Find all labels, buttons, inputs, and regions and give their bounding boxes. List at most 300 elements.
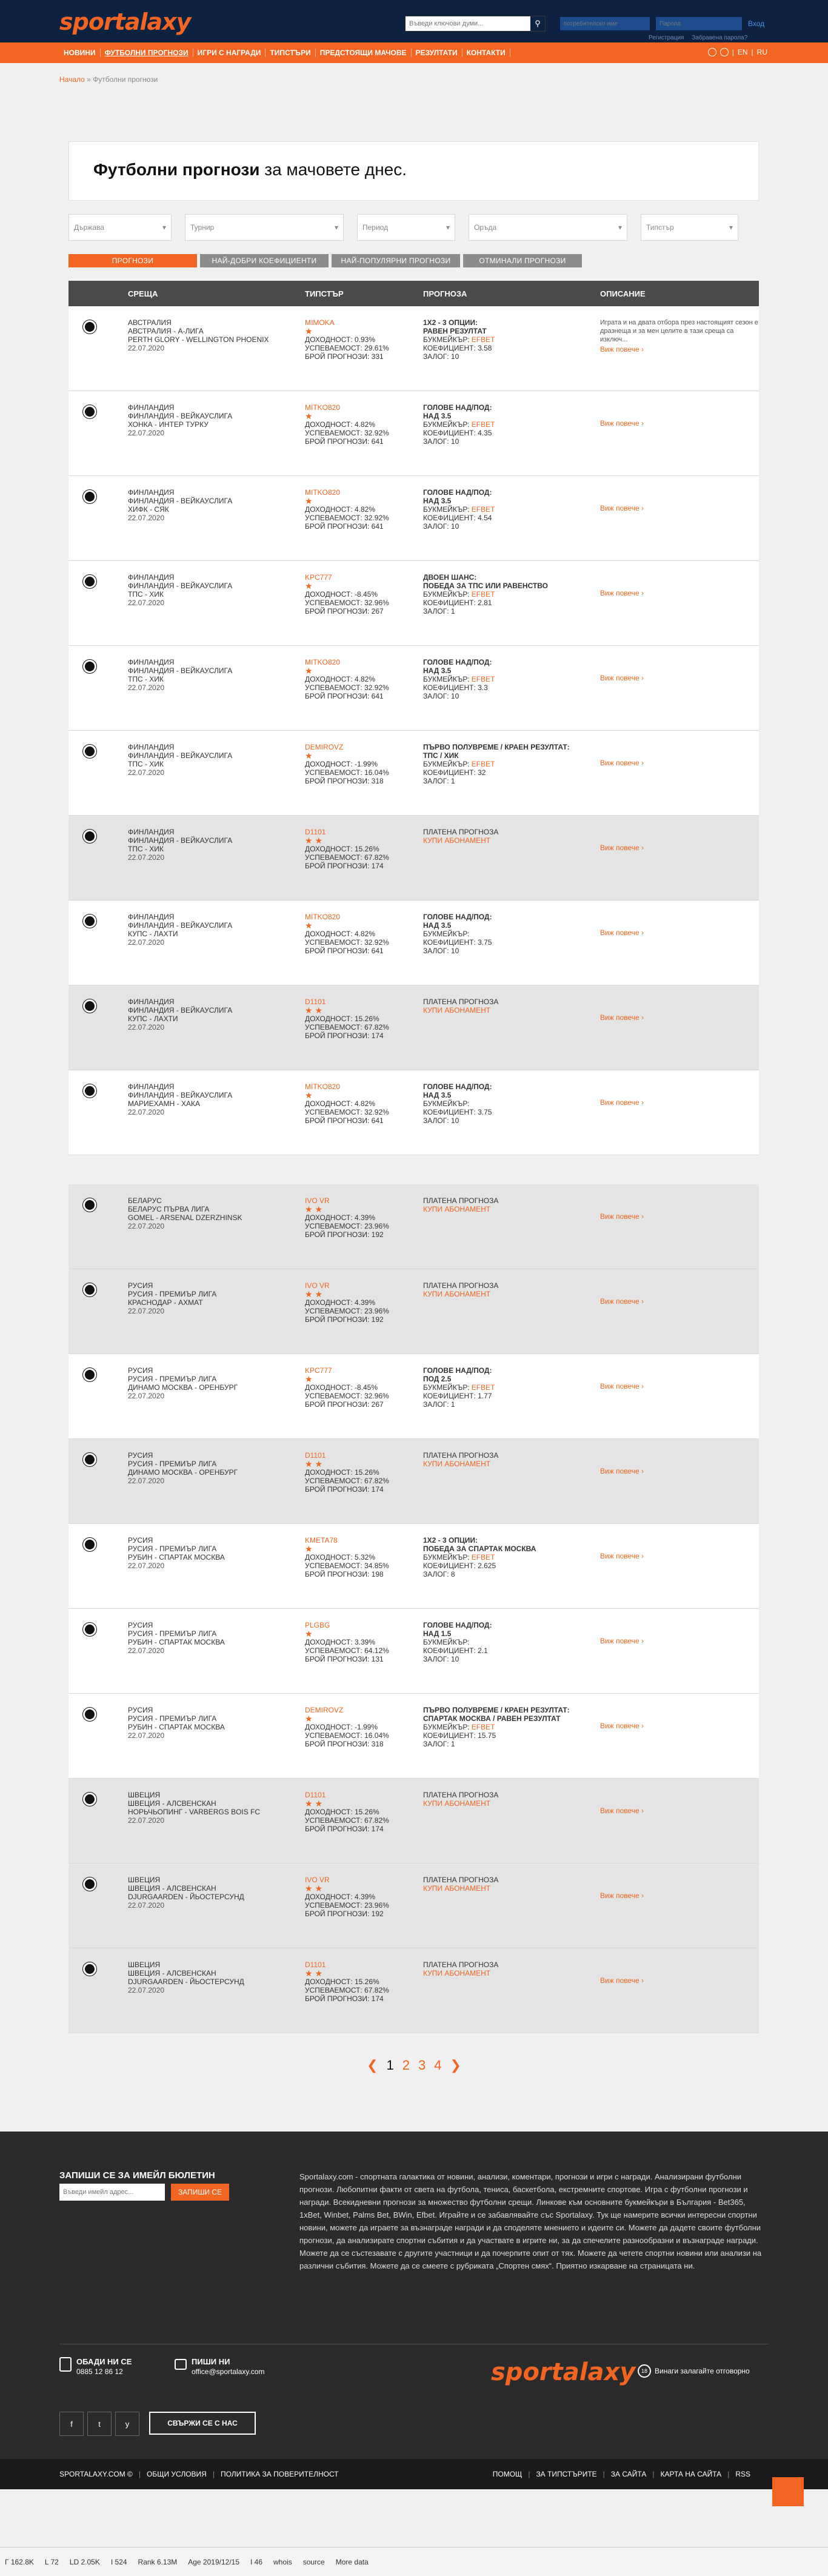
- status-item[interactable]: L 72: [44, 2557, 59, 2566]
- prediction-bookmaker: БУКМЕЙКЪР: EFBET: [423, 1723, 495, 1731]
- bet-select[interactable]: [469, 214, 627, 241]
- tipster-name[interactable]: KMETA78: [305, 1536, 338, 1545]
- row-sport-cell: [68, 646, 128, 730]
- buy-subscription-link[interactable]: КУПИ АБОНАМЕНТ: [423, 1799, 491, 1808]
- pager-page-1[interactable]: 1: [386, 2058, 394, 2073]
- buy-subscription-link[interactable]: КУПИ АБОНАМЕНТ: [423, 1884, 491, 1893]
- see-more-link[interactable]: Виж повече ›: [600, 1806, 644, 1815]
- see-more-link[interactable]: Виж повече ›: [600, 1637, 644, 1645]
- pager-page-2[interactable]: 2: [402, 2058, 410, 2073]
- footer: [0, 2132, 828, 2478]
- bookmaker-link[interactable]: EFBET: [471, 1723, 495, 1731]
- tipster-count: БРОЙ ПРОГНОЗИ: 641: [305, 1116, 384, 1125]
- tipster-success: УСПЕВАЕМОСТ: 32.96%: [305, 599, 389, 607]
- contact-us-button[interactable]: СВЪРЖИ СЕ С НАС: [149, 2412, 256, 2435]
- sitemap-link[interactable]: КАРТА НА САЙТА: [660, 2470, 722, 2478]
- match-country: АВСТРАЛИЯ: [128, 318, 172, 327]
- match-teams[interactable]: РУБИН - СПАРТАК МОСКВА: [128, 1638, 225, 1646]
- tipster-name[interactable]: MITKO820: [305, 403, 341, 412]
- tipster-name[interactable]: MITKO820: [305, 658, 341, 666]
- table-body-group-1: [68, 306, 759, 1155]
- tipster-name[interactable]: D1101: [305, 1791, 326, 1799]
- group-spacer: [68, 1155, 759, 1184]
- match-teams[interactable]: РУБИН - СПАРТАК МОСКВА: [128, 1553, 225, 1561]
- prediction-paid: ПЛАТЕНА ПРОГНОЗА: [423, 828, 499, 836]
- forgot-password-link[interactable]: Забравена парола?: [692, 35, 748, 41]
- tipster-success: УСПЕВАЕМОСТ: 32.92%: [305, 938, 389, 947]
- predictions-table: [68, 281, 759, 2033]
- match-date: 22.07.2020: [128, 1646, 165, 1655]
- match-teams[interactable]: НОРЬЧЬОПИНГ - VARBERGS BOIS FC: [128, 1808, 261, 1816]
- table-row: [68, 1184, 759, 1269]
- tipster-cell: [305, 816, 423, 900]
- status-item[interactable]: I 46: [250, 2557, 263, 2566]
- mail-icon: [175, 2359, 187, 2370]
- match-teams[interactable]: ДИНАМО МОСКВА - ОРЕНБУРГ: [128, 1468, 238, 1477]
- description-cell: [600, 476, 759, 560]
- description-cell: [600, 1269, 759, 1353]
- pager-page-3[interactable]: 3: [418, 2058, 426, 2073]
- footer-logo[interactable]: sportalaxy: [491, 2358, 636, 2386]
- match-cell: [128, 646, 305, 730]
- match-date: 22.07.2020: [128, 853, 165, 862]
- prediction-cell: [423, 391, 600, 475]
- auth-links: [649, 35, 753, 41]
- description-cell: [600, 985, 759, 1070]
- tipster-cell: [305, 1184, 423, 1269]
- tipster-success: УСПЕВАЕМОСТ: 32.92%: [305, 683, 389, 692]
- prediction-pick: ТПС / ХИК: [423, 751, 459, 760]
- prediction-cell: [423, 306, 600, 391]
- youtube-icon[interactable]: y: [115, 2412, 139, 2436]
- bookmaker-link[interactable]: EFBET: [471, 675, 495, 683]
- description-cell: [600, 1184, 759, 1269]
- table-row: [68, 1354, 759, 1439]
- tipster-rating-stars: ★: [305, 1090, 313, 1100]
- country-select[interactable]: [68, 214, 172, 241]
- tipster-name[interactable]: D1101: [305, 998, 326, 1006]
- match-league: ФИНЛАНДИЯ - ВЕЙКАУСЛИГА: [128, 666, 233, 675]
- tipster-name[interactable]: DEMIROVZ: [305, 743, 344, 751]
- match-date: 22.07.2020: [128, 514, 165, 522]
- match-teams[interactable]: КРАСНОДАР - АХМАТ: [128, 1298, 203, 1307]
- row-sport-cell: [68, 306, 128, 391]
- see-more-link[interactable]: Виж повече ›: [600, 1722, 644, 1730]
- tipster-yield: ДОХОДНОСТ: 15.26%: [305, 1468, 379, 1477]
- breadcrumb-current: Футболни прогнози: [93, 75, 158, 84]
- see-more-link[interactable]: Виж повече ›: [600, 844, 644, 852]
- match-cell: [128, 306, 305, 391]
- tipster-success: УСПЕВАЕМОСТ: 23.96%: [305, 1901, 389, 1910]
- terms-link[interactable]: ОБЩИ УСЛОВИЯ: [147, 2470, 207, 2478]
- tipster-cell: [305, 391, 423, 475]
- phone-label: ОБАДИ НИ СЕ: [76, 2357, 132, 2366]
- prediction-stake: ЗАЛОГ: 8: [423, 1570, 455, 1578]
- status-item[interactable]: Rank 6.13M: [138, 2557, 178, 2566]
- match-country: ФИНЛАНДИЯ: [128, 1082, 175, 1091]
- prediction-pick: НАД 3.5: [423, 497, 452, 505]
- match-country: РУСИЯ: [128, 1366, 153, 1375]
- period-select[interactable]: [357, 214, 455, 241]
- prediction-paid: ПЛАТЕНА ПРОГНОЗА: [423, 1791, 499, 1799]
- bookmaker-link[interactable]: EFBET: [471, 1383, 495, 1392]
- browser-status-bar: [0, 2547, 828, 2576]
- prediction-cell: [423, 1779, 600, 1863]
- prediction-stake: ЗАЛОГ: 1: [423, 777, 455, 785]
- prediction-cell: [423, 1184, 600, 1269]
- nav-item-upcoming[interactable]: ПРЕДСТОЯЩИ МАЧОВЕ: [316, 49, 412, 57]
- match-teams[interactable]: DJURGAARDEN - ЙЬОСТЕРСУНД: [128, 1977, 244, 1986]
- football-icon: [83, 1623, 96, 1636]
- page-title: [68, 141, 759, 201]
- tipster-count: БРОЙ ПРОГНОЗИ: 267: [305, 1400, 384, 1409]
- tipster-count: БРОЙ ПРОГНОЗИ: 192: [305, 1315, 384, 1324]
- description-cell: [600, 1070, 759, 1155]
- twitter-icon[interactable]: t: [87, 2412, 112, 2436]
- status-item[interactable]: Г 162.8K: [5, 2557, 34, 2566]
- tipster-select-label: Типстър: [646, 223, 674, 232]
- facebook-icon[interactable]: f: [59, 2412, 84, 2436]
- pager-next-icon[interactable]: ❯: [450, 2058, 461, 2073]
- tipster-cell: [305, 561, 423, 645]
- nav-item-tipsters[interactable]: ТИПСТЪРИ: [265, 49, 315, 57]
- tipster-yield: ДОХОДНОСТ: 15.26%: [305, 1015, 379, 1023]
- tipster-cell: [305, 1070, 423, 1155]
- match-country: РУСИЯ: [128, 1451, 153, 1460]
- tipster-name[interactable]: MITKO820: [305, 488, 341, 497]
- match-league: РУСИЯ - ПРЕМИЪР ЛИГА: [128, 1375, 217, 1383]
- match-teams[interactable]: DJURGAARDEN - ЙЬОСТЕРСУНД: [128, 1893, 244, 1901]
- match-teams[interactable]: ХИФК - СЯК: [128, 505, 169, 514]
- prediction-odds: КОЕФИЦИЕНТ: 1.77: [423, 1392, 492, 1400]
- football-icon: [83, 1708, 96, 1721]
- tipster-name[interactable]: D1101: [305, 1961, 326, 1969]
- bookmaker-link[interactable]: EFBET: [471, 590, 495, 599]
- table-row: [68, 1779, 759, 1863]
- match-teams[interactable]: GOMEL - ARSENAL DZERZHINSK: [128, 1213, 242, 1222]
- buy-subscription-link[interactable]: КУПИ АБОНАМЕНТ: [423, 1290, 491, 1298]
- match-country: ФИНЛАНДИЯ: [128, 403, 175, 412]
- mail-address[interactable]: office@sportalaxy.com: [192, 2367, 265, 2376]
- tipster-success: УСПЕВАЕМОСТ: 67.82%: [305, 1986, 389, 1994]
- period-select-label: Период: [362, 223, 389, 232]
- bookmaker-link[interactable]: EFBET: [471, 1553, 495, 1561]
- see-more-link[interactable]: Виж повече ›: [600, 1382, 644, 1390]
- buy-subscription-link[interactable]: КУПИ АБОНАМЕНТ: [423, 1460, 491, 1468]
- match-cell: [128, 1354, 305, 1438]
- match-league: ФИНЛАНДИЯ - ВЕЙКАУСЛИГА: [128, 497, 233, 505]
- newsletter-email-input[interactable]: [59, 2184, 165, 2201]
- phone-number[interactable]: 0885 12 86 12: [76, 2367, 123, 2376]
- chevron-down-icon: ▾: [729, 223, 733, 232]
- page-title-bold: Футболни прогнози: [93, 160, 260, 179]
- prediction-stake: ЗАЛОГ: 10: [423, 1116, 459, 1125]
- nav-item-results[interactable]: РЕЗУЛТАТИ: [412, 49, 462, 57]
- description-cell: [600, 1948, 759, 2033]
- breadcrumb-home[interactable]: Начало: [59, 75, 85, 84]
- bookmaker-link[interactable]: EFBET: [471, 505, 495, 514]
- prediction-odds: КОЕФИЦИЕНТ: 2.625: [423, 1561, 496, 1570]
- match-teams[interactable]: ТПС - ХИК: [128, 675, 164, 683]
- status-item[interactable]: Age 2019/12/15: [188, 2557, 239, 2566]
- tipster-success: УСПЕВАЕМОСТ: 16.04%: [305, 768, 389, 777]
- bookmaker-link[interactable]: EFBET: [471, 760, 495, 768]
- match-cell: [128, 816, 305, 900]
- prediction-pick: НАД 3.5: [423, 1091, 452, 1099]
- row-sport-cell: [68, 1354, 128, 1438]
- bookmaker-link[interactable]: EFBET: [471, 335, 495, 344]
- description-cell: [600, 1354, 759, 1438]
- prediction-cell: [423, 1269, 600, 1353]
- username-field[interactable]: [560, 17, 650, 30]
- tab-popular[interactable]: НАЙ-ПОПУЛЯРНИ ПРОГНОЗИ: [332, 254, 460, 267]
- tipster-name[interactable]: DEMIROVZ: [305, 1706, 344, 1714]
- help-link[interactable]: ПОМОЩ: [492, 2470, 523, 2478]
- tabs: [68, 254, 828, 267]
- tipster-rating-stars: ★: [305, 326, 313, 336]
- buy-subscription-link[interactable]: КУПИ АБОНАМЕНТ: [423, 1006, 491, 1015]
- tipster-count: БРОЙ ПРОГНОЗИ: 192: [305, 1910, 384, 1918]
- nav-item-contacts[interactable]: КОНТАКТИ: [462, 49, 510, 57]
- tipster-count: БРОЙ ПРОГНОЗИ: 318: [305, 777, 384, 785]
- login-button[interactable]: Вход: [748, 19, 765, 28]
- tab-predictions[interactable]: ПРОГНОЗИ: [68, 254, 197, 267]
- match-teams[interactable]: ТПС - ХИК: [128, 760, 164, 768]
- buy-subscription-link[interactable]: КУПИ АБОНАМЕНТ: [423, 1205, 491, 1213]
- table-row: [68, 816, 759, 901]
- tipster-yield: ДОХОДНОСТ: -1.99%: [305, 1723, 378, 1731]
- tipster-name[interactable]: KPC777: [305, 1366, 332, 1375]
- status-item[interactable]: More data: [335, 2557, 369, 2566]
- buy-subscription-link[interactable]: КУПИ АБОНАМЕНТ: [423, 1969, 491, 1977]
- match-country: РУСИЯ: [128, 1536, 153, 1545]
- tipster-name[interactable]: KPC777: [305, 573, 332, 582]
- tipster-rating-stars: ★ ★: [305, 1883, 322, 1893]
- nav-item-news[interactable]: НОВИНИ: [59, 49, 101, 57]
- match-league: ФИНЛАНДИЯ - ВЕЙКАУСЛИГА: [128, 412, 233, 420]
- tipster-cell: [305, 985, 423, 1070]
- table-row: [68, 901, 759, 985]
- match-teams[interactable]: ДИНАМО МОСКВА - ОРЕНБУРГ: [128, 1383, 238, 1392]
- match-date: 22.07.2020: [128, 1023, 165, 1031]
- match-teams[interactable]: КУПС - ЛАХТИ: [128, 1015, 178, 1023]
- match-teams[interactable]: PERTH GLORY - WELLINGTON PHOENIX: [128, 335, 269, 344]
- tipster-count: БРОЙ ПРОГНОЗИ: 174: [305, 1031, 384, 1040]
- tipster-name[interactable]: PLGBG: [305, 1621, 330, 1629]
- football-icon: [83, 1962, 96, 1976]
- prediction-bookmaker: БУКМЕЙКЪР: EFBET: [423, 505, 495, 514]
- tipster-cell: [305, 1948, 423, 2033]
- prediction-cell: [423, 816, 600, 900]
- tipster-count: БРОЙ ПРОГНОЗИ: 318: [305, 1740, 384, 1748]
- match-country: ШВЕЦИЯ: [128, 1791, 161, 1799]
- tipster-rating-stars: ★ ★: [305, 1204, 322, 1214]
- footer-divider-mark: |: [727, 2470, 730, 2478]
- match-league: ФИНЛАНДИЯ - ВЕЙКАУСЛИГА: [128, 1006, 233, 1015]
- tipster-name[interactable]: D1101: [305, 828, 326, 836]
- see-more-link[interactable]: Виж повече ›: [600, 1976, 644, 1985]
- table-row: [68, 646, 759, 731]
- match-date: 22.07.2020: [128, 429, 165, 437]
- match-date: 22.07.2020: [128, 1731, 165, 1740]
- tipster-select[interactable]: [641, 214, 738, 241]
- table-row: [68, 1524, 759, 1609]
- prediction-odds: КОЕФИЦИЕНТ: 32: [423, 768, 486, 777]
- breadcrumb: [0, 63, 828, 84]
- status-item[interactable]: LD 2.05K: [69, 2557, 100, 2566]
- see-more-link[interactable]: Виж повече ›: [600, 928, 644, 937]
- nav-item-predictions[interactable]: ФУТБОЛНИ ПРОГНОЗИ: [101, 49, 193, 57]
- match-country: РУСИЯ: [128, 1621, 153, 1629]
- about-link[interactable]: ЗА САЙТА: [610, 2470, 647, 2478]
- tipster-name[interactable]: IVO VR: [305, 1281, 330, 1290]
- buy-subscription-link[interactable]: КУПИ АБОНАМЕНТ: [423, 836, 491, 845]
- help-icon[interactable]: [720, 48, 729, 56]
- tipster-rating-stars: ★: [305, 1629, 313, 1639]
- match-cell: [128, 901, 305, 985]
- tipster-yield: ДОХОДНОСТ: 15.26%: [305, 845, 379, 853]
- tab-past[interactable]: ОТМИНАЛИ ПРОГНОЗИ: [463, 254, 582, 267]
- prediction-odds: КОЕФИЦИЕНТ: 3.75: [423, 1108, 492, 1116]
- tipster-cell: [305, 476, 423, 560]
- match-teams[interactable]: МАРИЕХАМН - ХАКА: [128, 1099, 200, 1108]
- match-league: БЕЛАРУС ПЪРВА ЛИГА: [128, 1205, 210, 1213]
- mail-label: ПИШИ НИ: [192, 2357, 230, 2366]
- match-date: 22.07.2020: [128, 1816, 165, 1825]
- match-league: ШВЕЦИЯ - АЛСВЕНСКАН: [128, 1884, 216, 1893]
- newsletter-subscribe-button[interactable]: ЗАПИШИ СЕ: [171, 2184, 229, 2201]
- football-icon: [83, 1793, 96, 1806]
- register-link[interactable]: Регистрация: [649, 35, 684, 41]
- see-more-link[interactable]: Виж повече ›: [600, 1552, 644, 1560]
- search-input[interactable]: [406, 16, 530, 31]
- tipster-name[interactable]: D1101: [305, 1451, 326, 1460]
- see-more-link[interactable]: Виж повече ›: [600, 674, 644, 682]
- tipster-rating-stars: ★ ★: [305, 1289, 322, 1299]
- row-sport-cell: [68, 476, 128, 560]
- see-more-link[interactable]: Виж повече ›: [600, 589, 644, 597]
- nav-item-games[interactable]: ИГРИ С НАГРАДИ: [193, 49, 266, 57]
- prediction-pick: РАВЕН РЕЗУЛТАТ: [423, 327, 487, 335]
- copyright: SPORTALAXY.COM ©: [59, 2470, 133, 2478]
- status-item[interactable]: whois: [273, 2557, 292, 2566]
- football-icon: [83, 1538, 96, 1551]
- match-teams[interactable]: ТПС - ХИК: [128, 590, 164, 599]
- site-logo[interactable]: sportalaxy: [59, 8, 191, 35]
- tipster-rating-stars: ★: [305, 1374, 313, 1384]
- football-icon: [83, 1877, 96, 1891]
- see-more-link[interactable]: Виж повече ›: [600, 1098, 644, 1107]
- tipster-yield: ДОХОДНОСТ: -8.45%: [305, 590, 378, 599]
- match-teams[interactable]: КУПС - ЛАХТИ: [128, 930, 178, 938]
- tipster-name[interactable]: MITKO820: [305, 1082, 341, 1091]
- rss-link[interactable]: RSS: [735, 2470, 750, 2478]
- tipster-success: УСПЕВАЕМОСТ: 67.82%: [305, 1477, 389, 1485]
- description-cell: [600, 1863, 759, 1948]
- row-sport-cell: [68, 391, 128, 475]
- tab-best-odds[interactable]: НАЙ-ДОБРИ КОЕФИЦИЕНТИ: [200, 254, 329, 267]
- page-title-rest: за мачовете днес.: [259, 160, 407, 179]
- tipster-yield: ДОХОДНОСТ: 3.39%: [305, 1638, 376, 1646]
- table-row: [68, 1694, 759, 1779]
- password-field[interactable]: [656, 17, 742, 30]
- match-country: ФИНЛАНДИЯ: [128, 573, 175, 582]
- match-cell: [128, 1524, 305, 1608]
- lang-ru[interactable]: RU: [756, 48, 767, 56]
- tipster-rating-stars: ★: [305, 411, 313, 421]
- tipster-name[interactable]: MIMOKA: [305, 318, 335, 327]
- tournament-select[interactable]: [185, 214, 344, 241]
- bookmaker-link[interactable]: EFBET: [471, 420, 495, 429]
- match-teams[interactable]: РУБИН - СПАРТАК МОСКВА: [128, 1723, 225, 1731]
- footer-divider-mark: |: [212, 2470, 215, 2478]
- see-more-link[interactable]: Виж повече ›: [600, 504, 644, 512]
- match-league: ФИНЛАНДИЯ - ВЕЙКАУСЛИГА: [128, 582, 233, 590]
- see-more-link[interactable]: Виж повече ›: [600, 759, 644, 767]
- pager-page-4[interactable]: 4: [434, 2058, 442, 2073]
- tipster-rating-stars: ★ ★: [305, 1968, 322, 1978]
- see-more-link[interactable]: Виж повече ›: [600, 1297, 644, 1306]
- pager-prev-icon[interactable]: ❮: [367, 2058, 378, 2073]
- tipster-rating-stars: ★: [305, 666, 313, 676]
- match-teams[interactable]: ХОНКА - ИНТЕР ТУРКУ: [128, 420, 209, 429]
- match-date: 22.07.2020: [128, 938, 165, 947]
- football-icon: [83, 575, 96, 588]
- see-more-link[interactable]: Виж повече ›: [600, 1013, 644, 1022]
- prediction-market: 1X2 - 3 ОПЦИИ:: [423, 318, 478, 327]
- match-league: ШВЕЦИЯ - АЛСВЕНСКАН: [128, 1969, 216, 1977]
- tipster-cell: [305, 306, 423, 391]
- status-item[interactable]: I 524: [110, 2557, 127, 2566]
- see-more-link[interactable]: Виж повече ›: [600, 1891, 644, 1900]
- match-country: ФИНЛАНДИЯ: [128, 743, 175, 751]
- top-bar: [0, 0, 828, 42]
- filters-bar: [68, 214, 759, 241]
- tipster-count: БРОЙ ПРОГНОЗИ: 641: [305, 692, 384, 700]
- status-item[interactable]: source: [302, 2557, 325, 2566]
- match-league: РУСИЯ - ПРЕМИЪР ЛИГА: [128, 1629, 217, 1638]
- tipster-name[interactable]: IVO VR: [305, 1196, 330, 1205]
- search-icon[interactable]: ⚲: [530, 16, 545, 31]
- prediction-bookmaker: БУКМЕЙКЪР:: [423, 1638, 470, 1646]
- prediction-cell: [423, 561, 600, 645]
- tipsters-link[interactable]: ЗА ТИПСТЪРИТЕ: [536, 2470, 597, 2478]
- match-cell: [128, 391, 305, 475]
- see-more-link[interactable]: Виж повече ›: [600, 1467, 644, 1475]
- description-cell: [600, 1694, 759, 1778]
- description-cell: [600, 731, 759, 815]
- lang-en[interactable]: EN: [737, 48, 748, 56]
- match-league: РУСИЯ - ПРЕМИЪР ЛИГА: [128, 1290, 217, 1298]
- main-nav: [0, 42, 828, 63]
- see-more-link[interactable]: Виж повече ›: [600, 345, 644, 354]
- responsible-gambling: [638, 2364, 750, 2378]
- scroll-to-top-button[interactable]: [772, 2477, 804, 2506]
- match-teams[interactable]: ТПС - ХИК: [128, 845, 164, 853]
- tipster-success: УСПЕВАЕМОСТ: 29.61%: [305, 344, 389, 352]
- clock-icon[interactable]: [708, 48, 716, 56]
- tipster-name[interactable]: IVO VR: [305, 1876, 330, 1884]
- description-cell: [600, 1779, 759, 1863]
- see-more-link[interactable]: Виж повече ›: [600, 419, 644, 428]
- tipster-count: БРОЙ ПРОГНОЗИ: 174: [305, 1994, 384, 2003]
- privacy-link[interactable]: ПОЛИТИКА ЗА ПОВЕРИТЕЛНОСТ: [220, 2470, 339, 2478]
- prediction-odds: КОЕФИЦИЕНТ: 2.1: [423, 1646, 488, 1655]
- tipster-name[interactable]: MITKO820: [305, 913, 341, 921]
- see-more-link[interactable]: Виж повече ›: [600, 1212, 644, 1221]
- prediction-pick: НАД 1.5: [423, 1629, 452, 1638]
- prediction-cell: [423, 1070, 600, 1155]
